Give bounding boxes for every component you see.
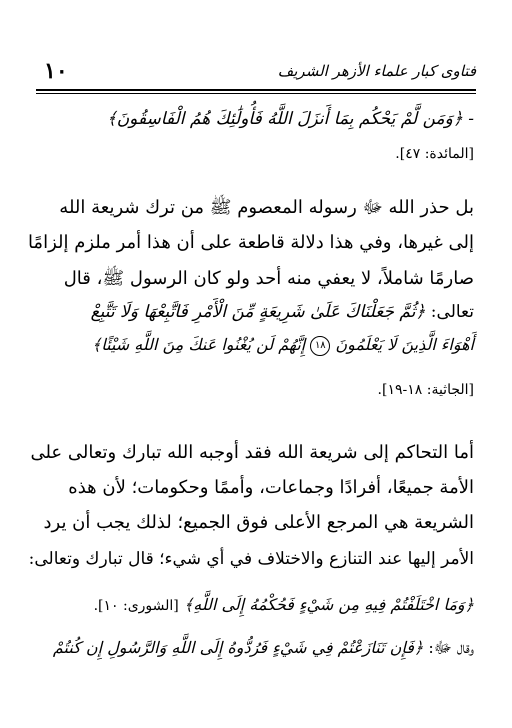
- paragraph-1-line-4: [36, 297, 474, 327]
- paragraph-1-line-1: بل حذر الله ﷻ رسوله المعصوم ﷺ من ترك شريعة الله: [59, 197, 474, 218]
- quran-verse-jathiya-part-2: [36, 330, 474, 360]
- jathiya-text-1: أَهْوَاءَ الَّذِينَ لَا يَعْلَمُونَ: [335, 335, 474, 354]
- paragraph-2-line-1: أما التحاكم إلى شريعة الله فقد أوجبه الله تبارك وتعالى على: [30, 442, 474, 463]
- header-title: فتاوى كبار علماء الأزهر الشريف: [277, 62, 476, 80]
- verse-reference-shura: [الشورى: ١٠].: [93, 598, 179, 614]
- quran-verse-shura-line: [36, 590, 474, 621]
- verse-reference-jathiya: [الجاثية: ١٨-١٩].: [377, 382, 474, 398]
- ayah-number-marker: ١٨: [310, 336, 330, 356]
- jathiya-text-2: إِنَّهُمْ لَن يُغْنُوا عَنكَ مِنَ اللَّهِ شَيْئًا﴾: [91, 335, 306, 354]
- wa-qala: وقال ﷻ:: [428, 638, 474, 657]
- quran-verse-maidah: - ﴿وَمَن لَّمْ يَحْكُم بِمَا أَنزَلَ اللَّهُ فَأُولَٰئِكَ هُمُ الْفَاسِقُونَ﴾: [106, 109, 474, 129]
- page-number: ١٠: [44, 58, 68, 84]
- paragraph-1-line-2: إلى غيرها، وفي هذا دلالة قاطعة على أن هذا أمر ملزم إلزامًا: [27, 232, 474, 253]
- paragraph-2-line-4: الأمر إليها عند التنازع والاختلاف في أي شيء؛ قال تبارك وتعالى:: [28, 549, 474, 569]
- quran-verse-jathiya-part-1: ﴿ثُمَّ جَعَلْنَاكَ عَلَىٰ شَرِيعَةٍ مِّنَ الْأَمْرِ فَاتَّبِعْهَا وَلَا تَتَّبِعْ: [90, 302, 426, 322]
- quran-verse-shura: ﴿وَمَا اخْتَلَفْتُمْ فِيهِ مِن شَيْءٍ فَحُكْمُهُ إِلَى اللَّهِ﴾: [183, 595, 474, 614]
- paragraph-2-line-2: الأمة جميعًا، أفرادًا وجماعات، وأممًا وحكومات؛ لأن هذه: [68, 477, 474, 498]
- paragraph-1-line-3: صارمًا شاملاً، لا يعفي منه أحد ولو كان الرسول ﷺ، قال: [63, 268, 474, 289]
- running-header: [36, 60, 476, 88]
- header-rule-thick: [36, 89, 476, 91]
- qala-taala: تعالى:: [430, 302, 474, 322]
- paragraph-2-line-3: الشريعة هي المرجع الأعلى فوق الجميع؛ لذلك يجب أن يرد: [43, 512, 474, 533]
- verse-reference-maidah: [المائدة: ٤٧].: [395, 146, 474, 162]
- quran-verse-nisa: ﴿فَإِن تَنَازَعْتُمْ فِي شَيْءٍ فَرُدُّوهُ إِلَى اللَّهِ وَالرَّسُولِ إِن كُنتُمْ: [52, 638, 424, 657]
- header-rule-thin: [36, 93, 476, 94]
- paragraph-3-line-1: [36, 633, 474, 663]
